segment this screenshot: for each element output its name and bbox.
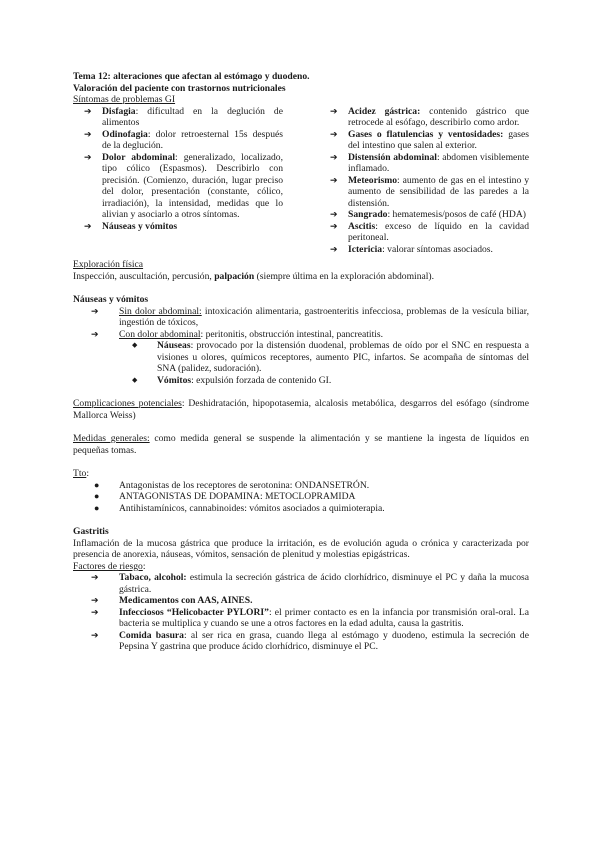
term: Distensión abdominal	[348, 151, 437, 163]
nauseas-section	[73, 294, 529, 386]
tto-colon: :	[86, 468, 89, 479]
term: Odinofagia	[102, 128, 148, 140]
complicaciones-paragraph	[73, 398, 529, 421]
list-item	[73, 152, 283, 221]
description: : expulsión forzada de contenido GI.	[191, 374, 332, 386]
medidas-text: como medida general se suspende la alimentación y se mantiene la ingesta de líquidos en pequeñas tomas.	[73, 433, 530, 456]
dot-icon: ●	[94, 479, 100, 490]
list-item	[73, 503, 529, 515]
description: : provocado por la distensión duodenal, problemas de oído por el SNC en respuesta a visiones u olores, químicos receptores, aumento PIC, infartos. Se acompaña de síntomas del SNA (palidez, sudoración).	[157, 340, 529, 374]
term: Disfagia	[102, 105, 136, 117]
arrow-icon: ➔	[91, 595, 99, 605]
list-item	[73, 595, 529, 607]
arrow-icon: ➔	[91, 606, 99, 617]
list-item	[319, 244, 529, 256]
description: : abdomen visiblemente inflamado.	[348, 151, 530, 174]
gastritis-section	[73, 526, 529, 653]
arrow-icon: ➔	[330, 174, 338, 185]
nauseas-heading: Náuseas y vómitos	[73, 294, 149, 305]
exploracion-section	[73, 259, 529, 282]
description: : dificultad en la deglución de alimentos	[102, 105, 283, 128]
exploracion-text-before: Inspección, auscultación, percusión,	[73, 270, 215, 282]
diamond-icon: ◆	[132, 341, 138, 349]
list-item	[73, 480, 529, 492]
description: contenido gástrico que retrocede al esófago, describirlo como ardor.	[348, 105, 529, 128]
arrow-icon: ➔	[91, 328, 99, 339]
list-item	[73, 129, 283, 152]
sintomas-right-list	[319, 106, 529, 256]
arrow-icon: ➔	[84, 151, 92, 162]
arrow-icon: ➔	[84, 105, 92, 116]
description: ANTAGONISTAS DE DOPAMINA: METOCLOPRAMIDA	[119, 491, 356, 502]
complicaciones-text: : Deshidratación, hipopotasemia, alcalosis metabólica, desgarros del esófago (síndrome Mallorca Weiss)	[73, 398, 529, 421]
exploracion-heading: Exploración física	[73, 259, 144, 270]
list-item	[319, 129, 529, 152]
list-item	[319, 221, 529, 244]
list-item	[73, 572, 529, 595]
term: Gases o flatulencias y ventosidades:	[348, 128, 504, 140]
term: Sin dolor abdominal:	[119, 305, 202, 317]
arrow-icon: ➔	[330, 220, 338, 231]
description: : el primer contacto es en la infancia por transmisión oral-oral. La bacteria se multiplica y cuando se une a otros factores en la edad adulta, causa la gastritis.	[119, 606, 529, 629]
list-item	[319, 106, 529, 129]
exploracion-text-after: (siempre última en la exploración abdominal).	[254, 270, 435, 282]
term: Medicamentos con AAS, AINES.	[119, 595, 253, 606]
gastritis-text: Inflamación de la mucosa gástrica que produce la irritación, es de evolución aguda o crónica y caracterizada por presencia de anorexia, náuseas, vómitos, sensación de plenitud y molestias epigástricas.	[73, 537, 529, 560]
list-item	[73, 221, 283, 233]
arrow-icon: ➔	[84, 220, 92, 231]
description: gases del intestino que salen al exterior.	[348, 128, 529, 151]
list-item	[73, 340, 529, 375]
term: Sangrado	[348, 209, 388, 220]
tto-list	[73, 480, 529, 515]
sintomas-heading: Síntomas de problemas GI	[73, 94, 176, 105]
term: Náuseas	[157, 340, 191, 351]
arrow-icon: ➔	[330, 209, 338, 219]
description: : hematemesis/posos de café (HDA)	[387, 209, 526, 220]
term: Ascitis	[348, 220, 376, 232]
arrow-icon: ➔	[84, 128, 92, 139]
document-title: Tema 12: alteraciones que afectan al estómago y duodeno.	[73, 71, 310, 82]
term: Comida basura	[119, 629, 184, 641]
term: Acidez gástrica:	[348, 105, 421, 117]
arrow-icon: ➔	[330, 151, 338, 162]
factores-colon: :	[142, 560, 146, 572]
arrow-icon: ➔	[330, 105, 338, 116]
description: : aumento de gas en el intestino y aumento de sensibilidad de las paredes a la distensión.	[348, 174, 529, 209]
description: estimula la secreción gástrica de ácido clorhídrico, disminuye el PC y daña la mucosa gástrica.	[119, 572, 529, 595]
term: Tabaco, alcohol:	[119, 572, 187, 583]
description: : dolor retroesternal 15s después de la deglución.	[102, 128, 283, 151]
medidas-label: Medidas generales:	[73, 433, 150, 444]
description: : generalizado, localizado, tipo cólico (Espasmos). Describirlo con precisión. (Comienzo, duración, lugar preciso del dolor, presentación (constante, cólico, irradiación), la intensidad, medidas que lo alivian y asociarlo a otros síntomas.	[102, 151, 283, 220]
term: Náuseas y vómitos	[102, 220, 178, 232]
list-item	[319, 209, 529, 221]
description: intoxicación alimentaria, gastroenteritis infecciosa, problemas de la vesícula biliar, ingestión de tóxicos,	[119, 305, 530, 328]
tto-heading	[73, 468, 529, 480]
list-item	[319, 152, 529, 175]
dot-icon: ●	[94, 491, 100, 501]
gastritis-heading: Gastritis	[73, 526, 109, 537]
description: : valorar síntomas asociados.	[382, 243, 493, 255]
list-item	[73, 306, 529, 329]
arrow-icon: ➔	[91, 572, 99, 582]
list-item	[319, 175, 529, 210]
term: Ictericia	[348, 243, 383, 255]
list-item	[73, 106, 283, 129]
term: Infecciosos “Helicobacter PYLORI”	[119, 606, 269, 618]
arrow-icon: ➔	[91, 305, 99, 316]
factores-label: Factores de riesgo	[73, 560, 143, 572]
list-item	[73, 630, 529, 653]
nauseas-list	[73, 306, 529, 341]
arrow-icon: ➔	[330, 243, 338, 254]
list-item	[73, 607, 529, 630]
factores-heading	[73, 561, 529, 573]
exploracion-bold: palpación	[214, 270, 255, 282]
list-item	[73, 375, 529, 387]
diamond-icon: ◆	[132, 375, 138, 384]
tto-section	[73, 468, 529, 514]
description: Antihistamínicos, cannabinoides: vómitos asociados a quimioterapia.	[119, 502, 385, 514]
exploracion-text	[73, 271, 529, 283]
sintomas-columns	[73, 106, 529, 256]
dot-icon: ●	[94, 502, 100, 513]
description: Antagonistas de los receptores de serotonina: ONDANSETRÓN.	[119, 479, 370, 491]
arrow-icon: ➔	[330, 128, 338, 139]
description: : al ser rica en grasa, cuando llega al estómago y duodeno, estimula la secreción de Pepsina Y gastrina que produce ácido clorhídrico, disminuye el PC.	[119, 629, 529, 652]
term: Con dolor abdominal	[119, 328, 201, 340]
description: : peritonitis, obstrucción intestinal, pancreatitis.	[200, 328, 384, 340]
complicaciones-label: Complicaciones potenciales	[73, 398, 182, 409]
document-page	[73, 71, 529, 653]
term: Vómitos	[157, 374, 192, 386]
factores-list	[73, 572, 529, 653]
nauseas-sublist	[73, 340, 529, 386]
tto-label: Tto	[73, 468, 87, 479]
document-subtitle: Valoración del paciente con trastornos nutricionales	[73, 82, 286, 94]
description: : exceso de líquido en la cavidad peritoneal.	[348, 220, 529, 243]
term: Meteorismo	[348, 174, 398, 186]
list-item	[73, 329, 529, 341]
list-item	[73, 491, 529, 503]
sintomas-left-list	[73, 106, 283, 256]
medidas-paragraph	[73, 433, 529, 456]
arrow-icon: ➔	[91, 629, 99, 640]
term: Dolor abdominal	[102, 151, 176, 163]
